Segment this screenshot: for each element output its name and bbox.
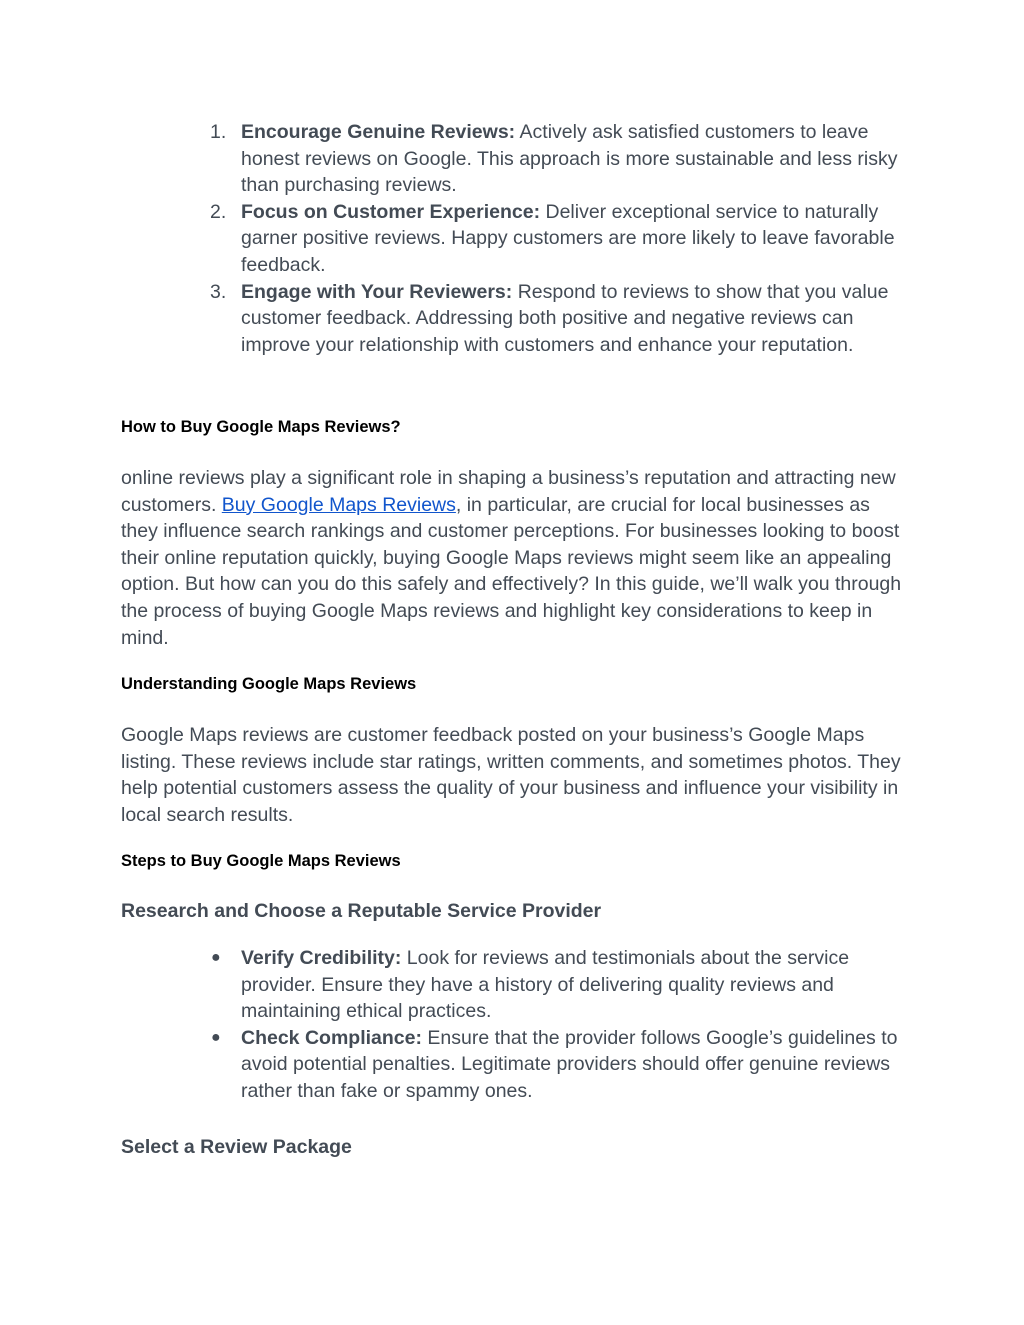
list-item-text: Respond to reviews to show that you value customer feedback. Addressing both positive and negative reviews can improve your relationship with customers and enhance your reputation. (241, 280, 889, 356)
understanding-paragraph: Google Maps reviews are customer feedback posted on your business’s Google Maps listing. These reviews include star ratings, written comments, and sometimes photos. They help potential customers assess the quality of your business and influence your visibility in local search results. (121, 724, 901, 826)
subheading-research: Research and Choose a Reputable Service Provider (121, 900, 602, 922)
list-number: 1. (210, 121, 227, 143)
bullet-list (210, 945, 910, 1105)
bullet-item-text: Look for reviews and testimonials about the service provider. Ensure they have a history of delivering quality reviews and maintaining ethical practices. (241, 947, 850, 1023)
list-item (210, 279, 910, 359)
list-item (210, 199, 910, 279)
bullet-item-lead: Check Compliance: (241, 1026, 422, 1049)
bullet-item (210, 945, 910, 1025)
list-item-text: Deliver exceptional service to naturally garner positive reviews. Happy customers are more likely to leave favorable feedback. (241, 200, 895, 276)
bullet-icon: ● (211, 1028, 221, 1046)
intro-paragraph (121, 465, 911, 651)
intro-text-after-link: , in particular, are crucial for local businesses as they influence search rankings and customer perceptions. For businesses looking to boost their online reputation quickly, buying Google Maps reviews might seem like an appealing option. But how can you do this safely and effectively? In this guide, we’ll walk you through the process of buying Google Maps reviews and highlight key considerations to keep in mind. (121, 493, 902, 649)
list-item-text: Actively ask satisfied customers to leave honest reviews on Google. This approach is more sustainable and less risky than purchasing reviews. (241, 121, 898, 197)
section-heading-understanding: Understanding Google Maps Reviews (121, 675, 417, 693)
bullet-item-lead: Verify Credibility: (241, 947, 402, 969)
list-item (210, 119, 910, 199)
intro-text-before-link: online reviews play a significant role in shaping a business’s reputation and attracting new customers. (121, 467, 896, 516)
section-heading-how-to-buy: How to Buy Google Maps Reviews? (121, 418, 401, 436)
subheading-select-package: Select a Review Package (121, 1136, 352, 1158)
bullet-item-text: Ensure that the provider follows Google’s guidelines to avoid potential penalties. Legitimate providers should offer genuine reviews rather than fake or spammy ones. (241, 1026, 898, 1102)
ordered-list (210, 119, 910, 358)
bullet-icon: ● (211, 949, 221, 966)
list-item-lead: Encourage Genuine Reviews: (241, 121, 516, 143)
list-item-lead: Focus on Customer Experience: (241, 200, 541, 223)
list-number: 2. (210, 200, 227, 223)
list-item-lead: Engage with Your Reviewers: (241, 280, 513, 303)
list-number: 3. (210, 280, 227, 303)
section-heading-steps: Steps to Buy Google Maps Reviews (121, 852, 401, 870)
bullet-item (210, 1025, 910, 1105)
buy-google-maps-reviews-link[interactable]: Buy Google Maps Reviews (221, 493, 456, 516)
